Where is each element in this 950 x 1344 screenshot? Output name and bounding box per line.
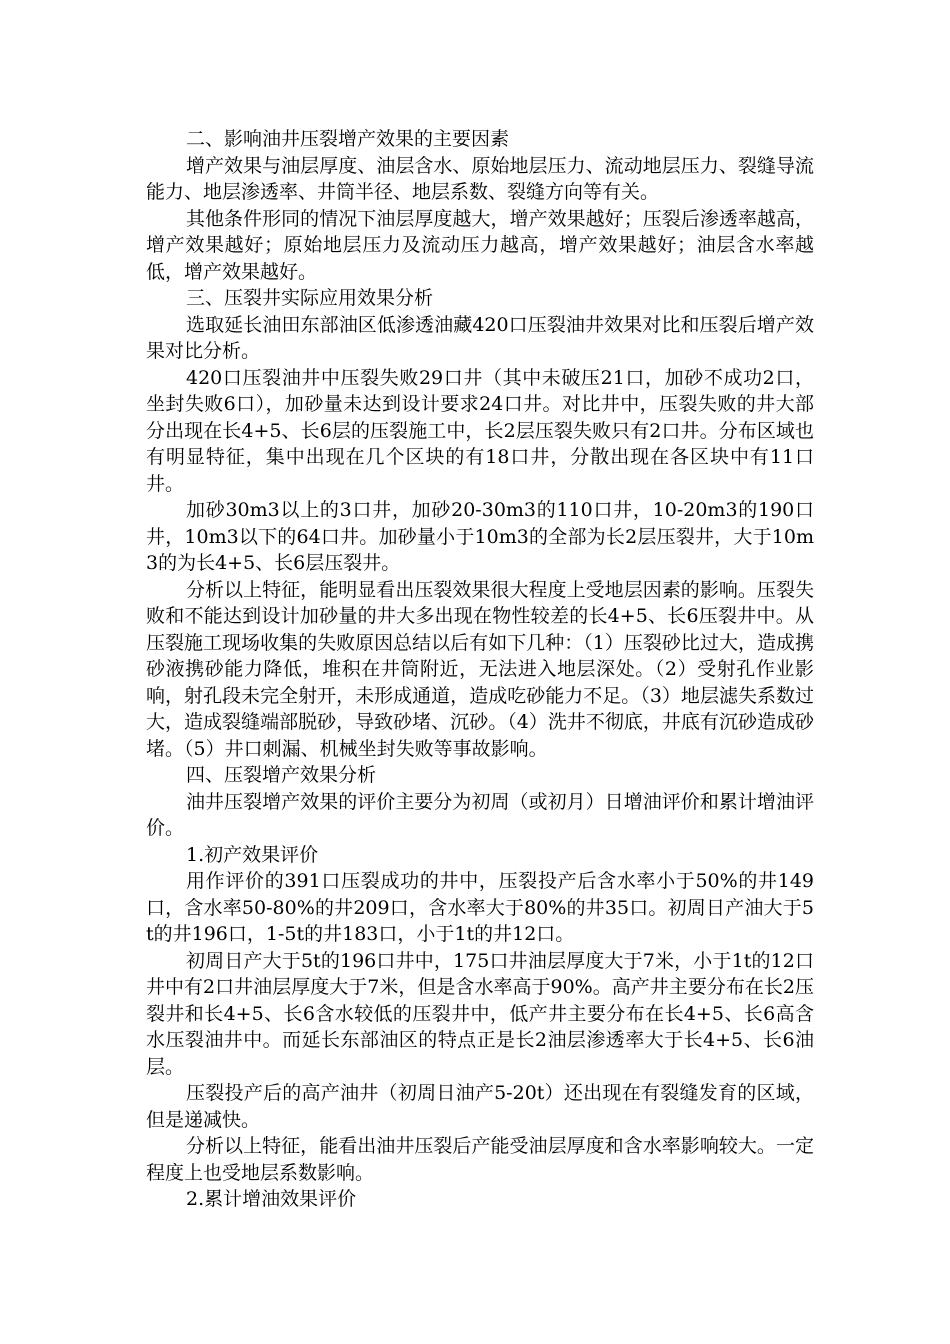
paragraph: 420口压裂油井中压裂失败29口井（其中未破压21口，加砂不成功2口，坐封失败6口），加砂量未达到设计要求24口井。对比井中，压裂失败的井大部分出现在长4+5、长6层的压裂施工中，长2层压裂失败只有2口井。分布区域也有明显特征，集中出现在几个区块的有18口井，分散出现在各区块中有11口井。 [146, 366, 814, 495]
paragraph: 用作评价的391口压裂成功的井中，压裂投产后含水率小于50%的井149口，含水率50-80%的井209口，含水率大于80%的井35口。初周日产油大于5t的井196口，1-5t的井183口，小于1t的井12口。 [146, 870, 814, 945]
paragraph: 油井压裂增产效果的评价主要分为初周（或初月）日增油评价和累计增油评价。 [146, 790, 814, 839]
paragraph: 增产效果与油层厚度、油层含水、原始地层压力、流动地层压力、裂缝导流能力、地层渗透率、井筒半径、地层系数、裂缝方向等有关。 [146, 154, 814, 203]
section-heading-factors: 二、影响油井压裂增产效果的主要因素 [186, 128, 510, 150]
paragraph: 选取延长油田东部油区低渗透油藏420口压裂油井效果对比和压裂后增产效果对比分析。 [146, 313, 814, 362]
paragraph: 压裂投产后的高产油井（初周日油产5-20t）还出现在有裂缝发育的区域，但是递减快。 [146, 1082, 814, 1131]
subheading-cumulative-oil: 2.累计增油效果评价 [186, 1188, 357, 1210]
paragraph: 分析以上特征，能明显看出压裂效果很大程度上受地层因素的影响。压裂失败和不能达到设计加砂量的井大多出现在物性较差的长4+5、长6压裂井中。从压裂施工现场收集的失败原因总结以后有如下几种：（1）压裂砂比过大，造成携砂液携砂能力降低，堆积在井筒附近，无法进入地层深处。（2）受射孔作业影响，射孔段未完全射开，未形成通道，造成吃砂能力不足。（3）地层滤失系数过大，造成裂缝端部脱砂，导致砂堵、沉砂。（4）洗井不彻底，井底有沉砂造成砂堵。（5）井口刺漏、机械坐封失败等事故影响。 [146, 578, 814, 760]
paragraph: 分析以上特征，能看出油井压裂后产能受油层厚度和含水率影响较大。一定程度上也受地层系数影响。 [146, 1135, 814, 1184]
document-body [146, 126, 814, 1213]
section-heading-effect: 四、压裂增产效果分析 [186, 764, 377, 786]
paragraph: 加砂30m3以上的3口井，加砂20-30m3的110口井，10-20m3的190口井，10m3以下的64口井。加砂量小于10m3的全部为长2层压裂井，大于10m3的为长4+5、长6层压裂井。 [146, 499, 814, 574]
paragraph: 其他条件形同的情况下油层厚度越大，增产效果越好；压裂后渗透率越高，增产效果越好；原始地层压力及流动压力越高，增产效果越好；油层含水率越低，增产效果越好。 [146, 207, 814, 283]
subheading-initial-production: 1.初产效果评价 [186, 843, 319, 866]
section-heading-application: 三、压裂井实际应用效果分析 [186, 287, 434, 309]
paragraph: 初周日产大于5t的196口井中，175口井油层厚度大于7米，小于1t的12口井中有2口井油层厚度大于7米，但是含水率高于90%。高产井主要分布在长2压裂井和长4+5、长6含水较低的压裂井中，低产井主要分布在长4+5、长6高含水压裂油井中。而延长东部油区的特点正是长2油层渗透率大于长4+5、长6油层。 [146, 949, 814, 1078]
